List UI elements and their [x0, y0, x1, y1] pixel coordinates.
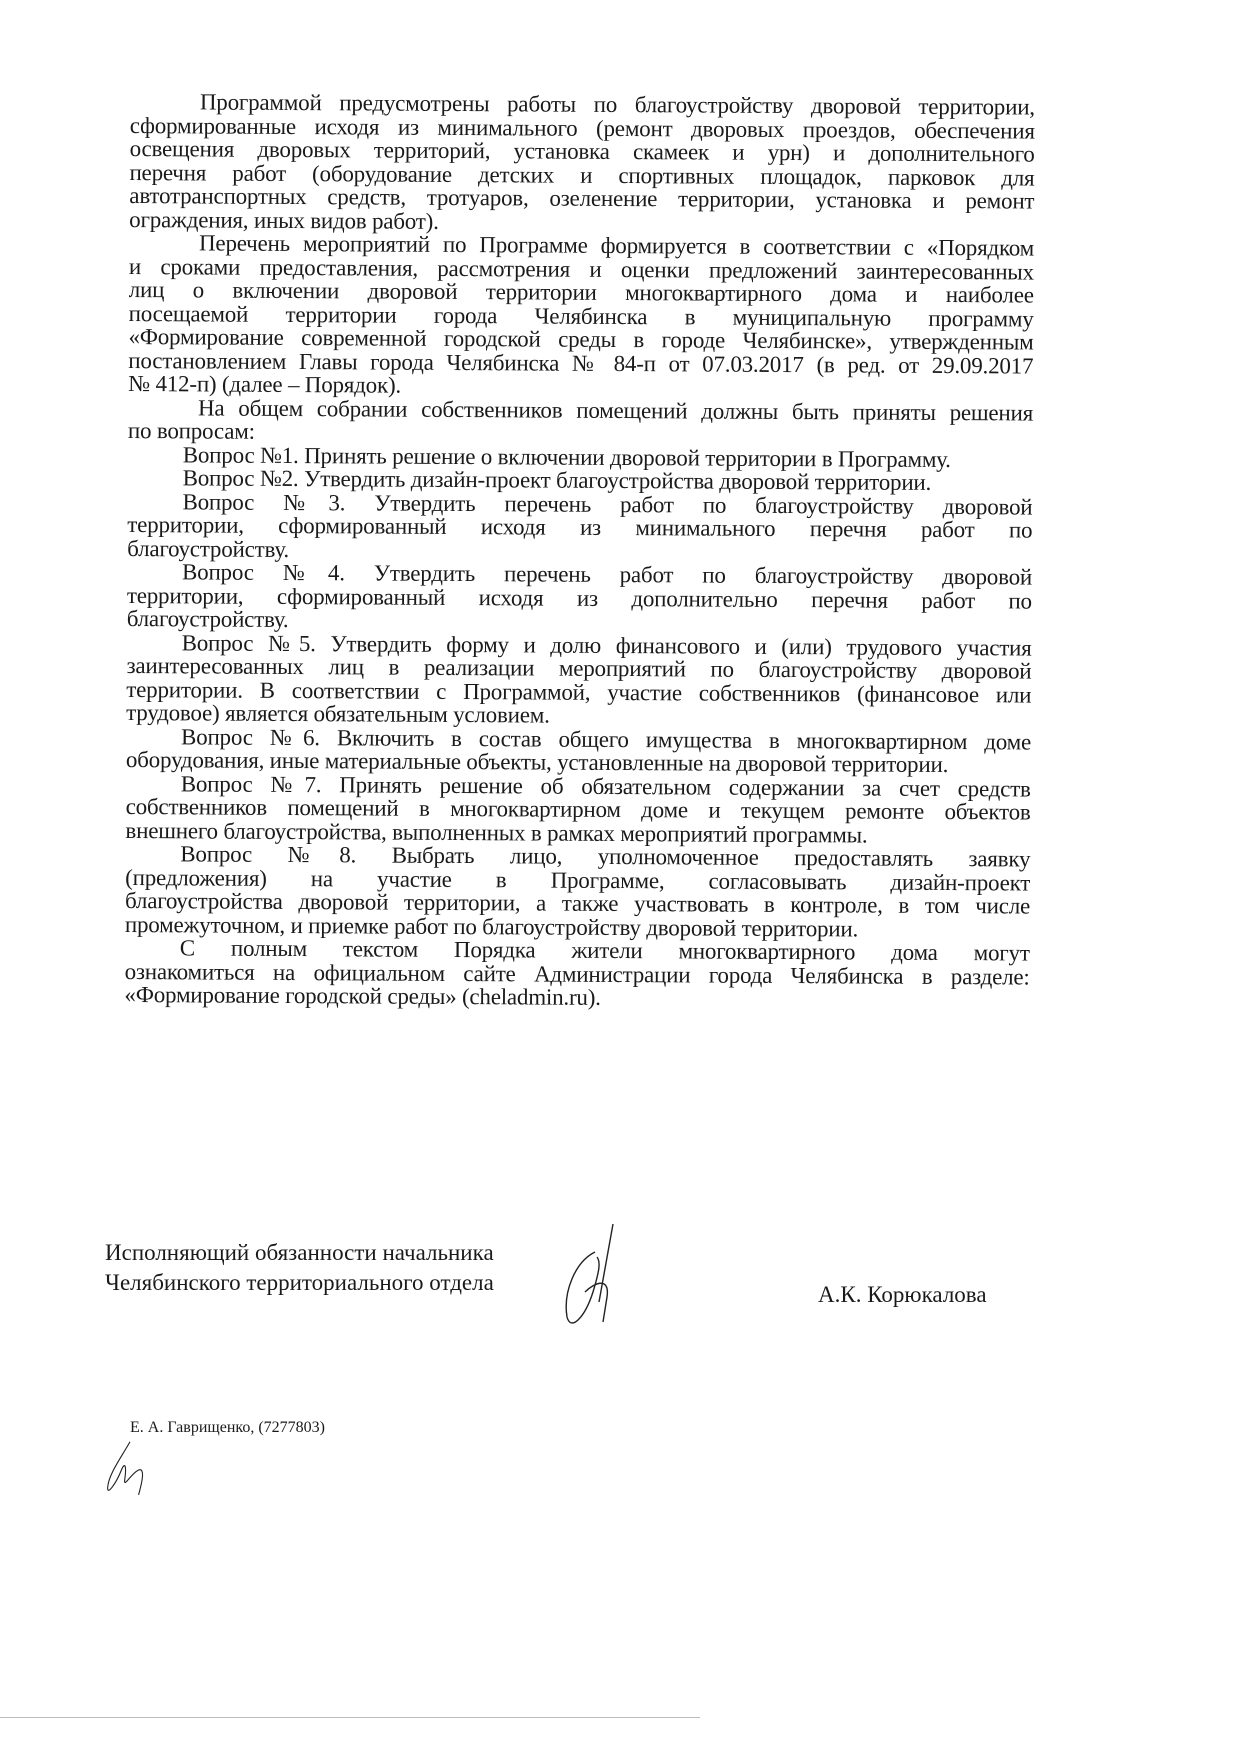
text-line: Программой предусмотрены работы по благоустройству дворовой территории, [199, 89, 1035, 120]
text-line: перечня работ (оборудование детских и спортивных площадок, парковок для [129, 159, 1035, 191]
paragraph [128, 395, 1033, 448]
text-line: и сроками предоставления, рассмотрения и оценки предложений заинтересованных [128, 253, 1034, 285]
handwritten-signature [555, 1222, 645, 1332]
position-line-2: Челябинского территориального отдела [105, 1270, 494, 1295]
paragraph [127, 560, 1032, 636]
text-line: № 412-п) (далее – Порядок). [128, 370, 402, 398]
text-line: освещения дворовых территорий, установка скамеек и урн) и дополнительного [129, 135, 1035, 167]
text-line: Вопрос №8. Выбрать лицо, уполномоченное предоставлять заявку [180, 841, 1031, 872]
position-line-1: Исполняющий обязанности начальника [105, 1240, 494, 1265]
paragraph [126, 724, 1031, 777]
executor-initials-signature [100, 1440, 160, 1500]
text-line: внешнего благоустройства, выполненных в рамках мероприятий программы. [125, 817, 868, 848]
text-line: С полным текстом Порядка жители многоквартирного дома могут [179, 935, 1030, 966]
text-line: Вопрос №4. Утвердить перечень работ по благоустройству дворовой [181, 559, 1033, 590]
text-line: (предложения) на участие в Программе, согласовывать дизайн-проект [125, 864, 1031, 896]
paragraph [127, 489, 1032, 565]
text-line: оборудования, иные материальные объекты, установленные на дворовой территории. [125, 746, 949, 778]
signatory-position [105, 1238, 494, 1298]
text-line: благоустройства дворовой территории, а также участвовать в контроле, в том числе [124, 887, 1031, 919]
paragraph [125, 771, 1030, 847]
text-line: трудовое) является обязательным условием. [126, 699, 550, 728]
text-line: территории, сформированный исходя из минимального перечня работ по [127, 511, 1033, 543]
signatory-name: А.К. Корюкалова [818, 1282, 987, 1307]
text-line: Перечень мероприятий по Программе формируется в соответствии с «Порядком [198, 230, 1035, 261]
paragraph [124, 936, 1029, 1012]
document-body [124, 90, 1035, 1012]
text-line: территории, сформированный исходя из дополнительно перечня работ по [126, 582, 1032, 614]
text-line: «Формирование современной городской среды в городе Челябинске», утвержденным [128, 323, 1034, 355]
text-line: благоустройству. [127, 535, 290, 562]
text-line: сформированные исходя из минимального (ремонт дворовых проездов, обеспечения [129, 112, 1035, 144]
paragraph [128, 231, 1034, 401]
text-line: промежуточном, и приемке работ по благоустройству дворовой территории. [124, 911, 859, 941]
text-line: «Формирование городской среды» (cheladmin.ru). [124, 981, 601, 1010]
paragraph [126, 630, 1032, 730]
text-line: собственников помещений в многоквартирном доме и текущем ремонте объектов [125, 793, 1031, 825]
text-line: посещаемой территории города Челябинска в муниципальную программу [128, 300, 1034, 332]
text-line: по вопросам: [127, 417, 255, 444]
text-line: Вопрос №3. Утвердить перечень работ по благоустройству дворовой [182, 488, 1033, 520]
paragraph [129, 90, 1035, 237]
text-line: Вопрос №1. Принять решение о включении дворовой территории в Программу. [182, 441, 951, 472]
paragraph [125, 842, 1031, 942]
text-line: лиц о включении дворовой территории многоквартирного дома и наиболее [128, 276, 1034, 308]
text-line: заинтересованных лиц в реализации мероприятий по благоустройству дворовой [126, 652, 1032, 684]
text-line: Вопрос №5. Утвердить форму и долю финансового и (или) трудового участия [181, 629, 1032, 661]
text-line: ознакомиться на официальном сайте Администрации города Челябинска в разделе: [124, 958, 1030, 990]
text-line: ограждения, иных видов работ). [129, 206, 439, 234]
text-line: Вопрос №6. Включить в состав общего имущества в многоквартирном доме [180, 723, 1032, 755]
text-line: автотранспортных средств, тротуаров, озеленение территории, установка и ремонт [129, 182, 1035, 214]
executor-contact: Е. А. Гаврищенко, (7277803) [130, 1419, 325, 1436]
text-line: Вопрос №7. Принять решение об обязательном содержании за счет средств [180, 770, 1031, 802]
text-line: территории. В соответствии с Программой, участие собственников (финансовое или [126, 676, 1032, 708]
text-line: благоустройству. [126, 605, 289, 632]
text-line: Вопрос №2. Утвердить дизайн-проект благоустройства дворовой территории. [182, 465, 932, 495]
text-line: На общем собрании собственников помещений должны быть приняты решения [197, 394, 1034, 426]
page-edge-line [0, 1717, 700, 1718]
text-line: постановлением Главы города Челябинска № 84-п от 07.03.2017 (в ред. от 29.09.2017 [128, 347, 1034, 379]
